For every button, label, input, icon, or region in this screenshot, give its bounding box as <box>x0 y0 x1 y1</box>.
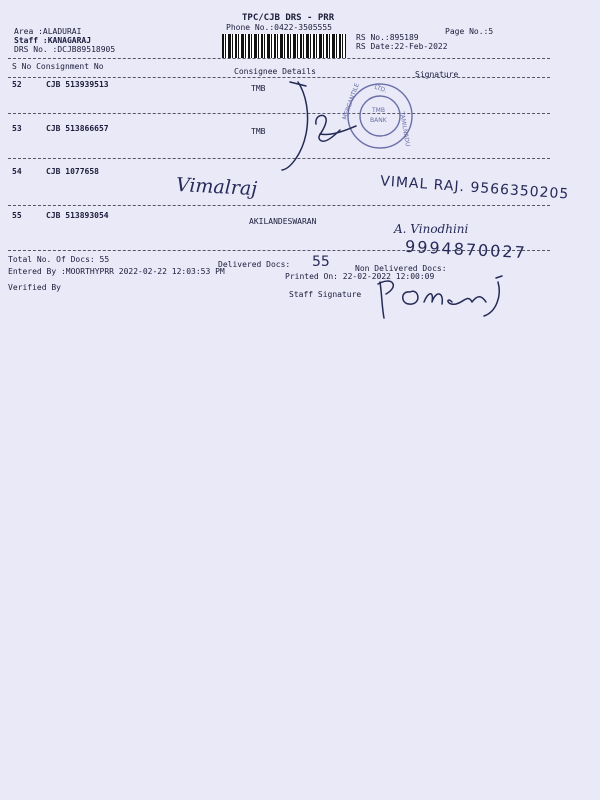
divider <box>8 58 550 59</box>
printed-on: Printed On: 22-02-2022 12:00:09 <box>285 272 435 281</box>
row-consignment-no: CJB 513893054 <box>46 211 109 220</box>
svg-text:BANK: BANK <box>370 117 387 124</box>
verified-by: Verified By <box>8 283 61 292</box>
column-consignee-details: Consignee Details <box>234 67 316 76</box>
column-sno-consignment: S No Consignment No <box>12 62 104 71</box>
svg-text:TMB: TMB <box>372 107 385 114</box>
handwritten-receiver-signature: VIMAL RAJ. 9566350205 <box>379 173 570 203</box>
staff-signature-scribble <box>372 272 522 322</box>
signature-scribble <box>276 74 366 174</box>
total-docs: Total No. Of Docs: 55 <box>8 255 110 264</box>
entered-by: Entered By :MOORTHYPRR 2022-02-22 12:03:53 PM <box>8 267 225 276</box>
row-sno: 55 <box>12 211 22 220</box>
row-consignment-no: CJB 1077658 <box>46 167 99 176</box>
drs-number: DRS No. :DCJB89518905 <box>14 45 116 54</box>
rs-number: RS No.:895189 <box>356 33 419 42</box>
svg-text:LTD.: LTD. <box>373 83 388 95</box>
handwritten-receiver-name: A. Vinodhini <box>394 222 469 236</box>
handwritten-receiver-phone: 9994870027 <box>404 236 528 263</box>
column-signature: Signature <box>415 70 459 79</box>
non-delivered-docs-label: Non Delivered Docs: <box>355 264 447 273</box>
delivered-docs-label: Delivered Docs: <box>218 260 291 269</box>
row-sno: 53 <box>12 124 22 133</box>
staff-name: KANAGARAJ <box>47 36 92 45</box>
page-number: Page No.:5 <box>445 27 494 36</box>
row-consignment-no: CJB 513866657 <box>46 124 109 133</box>
row-sno: 54 <box>12 167 22 176</box>
staff-label: Staff : <box>14 36 48 45</box>
row-consignee: TMB <box>251 127 266 136</box>
divider <box>8 205 550 206</box>
svg-text:MERCANTILE: MERCANTILE <box>341 82 361 121</box>
handwritten-delivered-count: 55 <box>312 254 330 270</box>
row-sno: 52 <box>12 80 22 89</box>
handwritten-receiver-name: Vimalraj <box>175 173 258 201</box>
svg-text:TAMILNADU: TAMILNADU <box>398 111 412 148</box>
phone-number: Phone No.:0422-3505555 <box>226 23 332 32</box>
staff-signature-label: Staff Signature <box>289 290 362 299</box>
row-consignee: TMB <box>251 84 266 93</box>
row-consignee: AKILANDESWARAN <box>249 217 317 226</box>
area-label: Area :ALADURAI <box>14 27 82 36</box>
company-title: TPC/CJB DRS - PRR <box>242 13 335 23</box>
barcode <box>222 34 346 58</box>
row-consignment-no: CJB 513939513 <box>46 80 109 89</box>
rs-date: RS Date:22-Feb-2022 <box>356 42 448 51</box>
